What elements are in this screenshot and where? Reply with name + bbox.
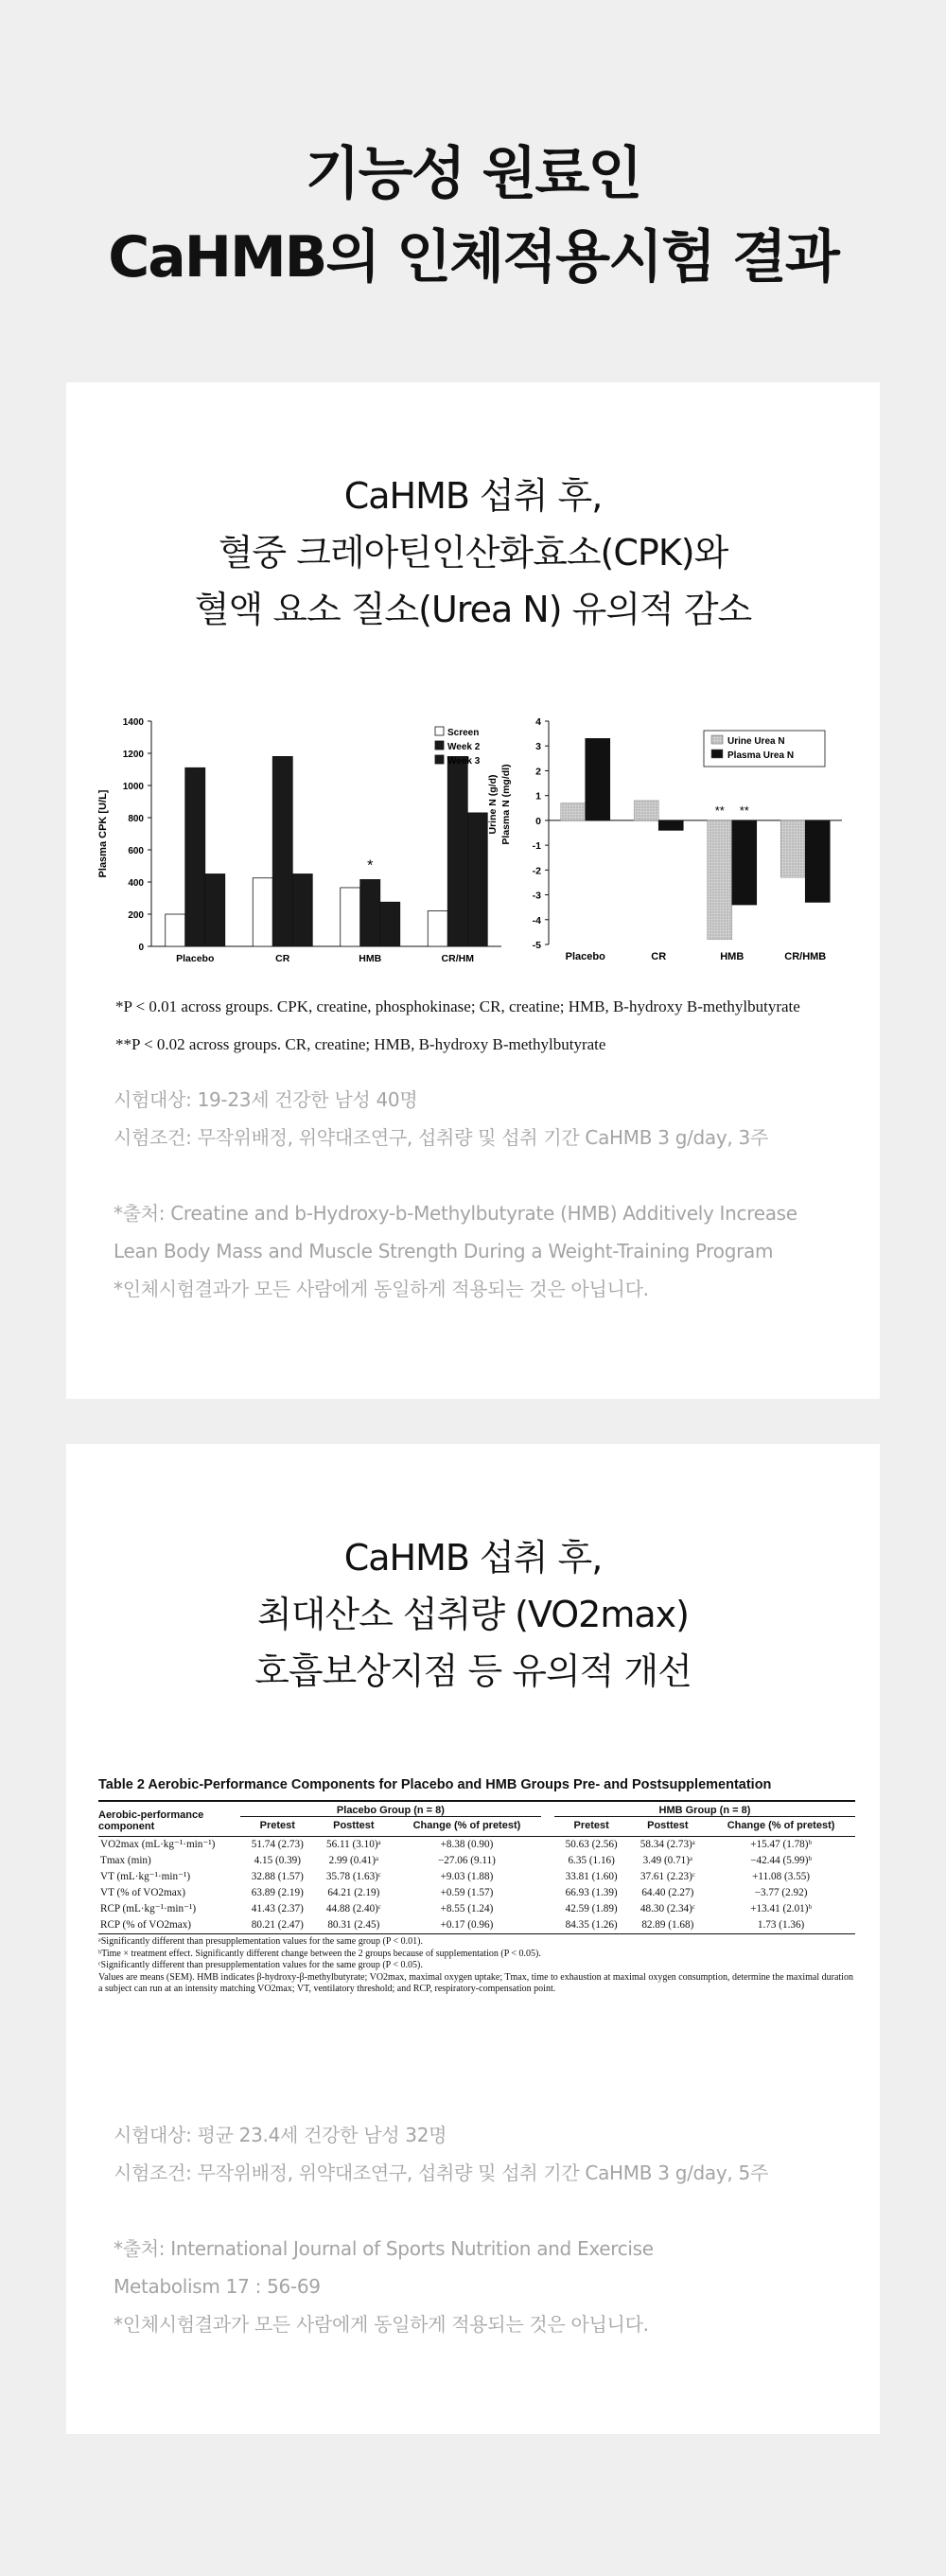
bar-plasma-urea-n: [805, 820, 830, 903]
table-cell: 37.61 (2.23)ᶜ: [639, 1871, 695, 1882]
table-cell: 4.15 (0.39): [254, 1855, 301, 1866]
table-cell: 2.99 (0.41)ᵃ: [328, 1855, 379, 1866]
spacer: [114, 1156, 851, 1194]
aerobic-performance-table: [98, 1777, 855, 1996]
y-tick-label: 200: [128, 910, 144, 921]
bar-week-2: [272, 756, 292, 946]
x-tick-label: CR/HM: [441, 953, 474, 964]
source-line: *출처: International Journal of Sports Nutrition and Exercise: [114, 2237, 654, 2260]
group-header-placebo: Placebo Group (n = 8): [240, 1801, 541, 1817]
x-tick-label: Placebo: [176, 953, 215, 964]
legend-label: Plasma Urea N: [727, 750, 795, 761]
column-header: Posttest: [315, 1817, 393, 1837]
column-gap: [541, 1869, 554, 1885]
x-tick-label: HMB: [359, 953, 382, 964]
row-label: VO2max (mL·kg⁻¹·min⁻¹): [100, 1839, 216, 1850]
spacer: [114, 2192, 851, 2230]
table-cell: 80.21 (2.47): [240, 1917, 315, 1934]
section-title-line: 혈액 요소 질소(Urea N) 유의적 감소: [194, 589, 752, 630]
page-title-line-2: CaHMB의 인체적용시험 결과: [108, 224, 838, 291]
table-cell: +13.41 (2.01)ᵇ: [750, 1903, 812, 1914]
table-cell: 42.59 (1.89): [565, 1903, 618, 1914]
table-row: [98, 1853, 855, 1869]
study-subjects: 시험대상: 19-23세 건강한 남성 40명: [114, 1088, 418, 1111]
study-conditions: 시험조건: 무작위배정, 위약대조연구, 섭취량 및 섭취 기간 CaHMB 3 g/day, 5주: [114, 2161, 768, 2184]
legend-label: Urine Urea N: [727, 736, 785, 747]
group-gap: [541, 1801, 554, 1817]
legend-swatch: [435, 755, 444, 764]
y-axis-label: Plasma N (mg/dl): [500, 764, 512, 845]
table-cell: +15.47 (1.78)ᵇ: [750, 1839, 812, 1850]
footnote-line: **P < 0.02 across groups. CR, creatine; HMB, B-hydroxy B-methylbutyrate: [115, 1035, 606, 1053]
row-label: RCP (mL·kg⁻¹·min⁻¹): [100, 1903, 197, 1914]
table-footnote: ᵇTime × treatment effect. Significantly different change between the 2 groups because of supplementation (P < 0.05).: [98, 1948, 541, 1959]
component-header: Aerobic-performance component: [98, 1801, 240, 1837]
table-cell: 1.73 (1.36): [707, 1917, 855, 1934]
table-cell: 58.34 (2.73)ᵃ: [639, 1839, 695, 1850]
column-header: Pretest: [240, 1817, 315, 1837]
result-card-vo2max: [66, 1444, 880, 2434]
study-subjects: 시험대상: 평균 23.4세 건강한 남성 32명: [114, 2124, 447, 2146]
bar-week-2: [360, 879, 380, 946]
bar-week-3: [380, 902, 400, 946]
y-tick-label: 600: [128, 846, 144, 856]
section-title-line: CaHMB 섭취 후,: [343, 475, 603, 517]
table-footnote: ᵃSignificantly different than presupplementation values for the same group (P < 0.01).: [98, 1936, 424, 1947]
y-tick-label: 2: [535, 766, 541, 778]
column-gap: [541, 1853, 554, 1869]
table-cell: 50.63 (2.56): [565, 1839, 618, 1850]
y-tick-label: 4: [535, 716, 541, 728]
group-header-hmb: HMB Group (n = 8): [554, 1801, 855, 1817]
table-cell: +8.55 (1.24): [440, 1903, 494, 1914]
y-tick-label: 0: [138, 943, 144, 953]
x-tick-label: Placebo: [565, 951, 605, 962]
study-notes: [114, 2116, 851, 2343]
section-title-line: 혈중 크레아틴인산화효소(CPK)와: [218, 532, 728, 573]
table-cell: 63.89 (2.19): [251, 1887, 304, 1898]
y-tick-label: 1400: [122, 717, 144, 728]
table-cell: 3.49 (0.71)ᵃ: [642, 1855, 693, 1866]
table-row: [98, 1917, 855, 1934]
bar-urine-urea-n: [708, 820, 732, 940]
row-label: VT (% of VO2max): [100, 1887, 186, 1898]
table-cell: +9.03 (1.88): [440, 1871, 494, 1882]
source-line: Lean Body Mass and Muscle Strength During a Weight-Training Program: [114, 1240, 774, 1262]
table-cell: 48.30 (2.34)ᶜ: [639, 1903, 695, 1914]
column-header: Posttest: [628, 1817, 707, 1837]
column-gap: [541, 1901, 554, 1917]
y-axis-label: Urine N (g/d): [487, 774, 499, 835]
bar-week-3: [292, 874, 312, 947]
bar-plasma-urea-n: [658, 820, 683, 830]
legend-swatch: [435, 727, 444, 735]
cpk-bar-chart: [95, 704, 520, 969]
table-cell: 32.88 (1.57): [251, 1871, 304, 1882]
column-header: Change (% of pretest): [393, 1817, 541, 1837]
x-tick-label: CR: [651, 951, 667, 962]
source-line: Metabolism 17 : 56-69: [114, 2275, 321, 2298]
disclaimer: *인체시험결과가 모든 사람에게 동일하게 적용되는 것은 아닙니다.: [114, 1278, 649, 1300]
column-header: Pretest: [554, 1817, 629, 1837]
legend-label: Week 3: [447, 756, 481, 767]
row-label: VT (mL·kg⁻¹·min⁻¹): [100, 1871, 191, 1882]
legend-swatch: [711, 750, 723, 758]
page-title: [0, 132, 946, 299]
bar-plasma-urea-n: [732, 820, 757, 905]
table-cell: −42.44 (5.99)ᵇ: [750, 1855, 812, 1866]
table-cell: −27.06 (9.11): [438, 1855, 496, 1866]
x-tick-label: HMB: [720, 951, 745, 962]
section-title: [66, 468, 880, 638]
bar-screen: [341, 888, 360, 946]
bar-plasma-urea-n: [586, 738, 610, 820]
bar-urine-urea-n: [561, 803, 586, 820]
y-tick-label: 800: [128, 814, 144, 824]
table-row: [98, 1885, 855, 1901]
table-cell: 64.21 (2.19): [327, 1887, 380, 1898]
column-gap: [541, 1917, 554, 1934]
study-notes: [114, 1081, 851, 1308]
source-line: *출처: Creatine and b-Hydroxy-b-Methylbutyrate (HMB) Additively Increase: [114, 1202, 797, 1225]
table-cell: 35.78 (1.63)ᶜ: [325, 1871, 381, 1882]
section-title-line: 호흡보상지점 등 유의적 개선: [254, 1650, 692, 1692]
section-title-line: 최대산소 섭취량 (VO2max): [257, 1594, 689, 1635]
table-row: [98, 1869, 855, 1885]
table-row: [98, 1837, 855, 1854]
bar-urine-urea-n: [780, 820, 805, 877]
y-tick-label: -3: [532, 890, 541, 902]
significance-marker: *: [367, 857, 374, 874]
chart-footnotes: [115, 988, 872, 1064]
footnote-line: *P < 0.01 across groups. CPK, creatine, phosphokinase; CR, creatine; HMB, B-hydroxy B-methylbutyrate: [115, 997, 800, 1015]
x-tick-label: CR/HMB: [784, 951, 827, 962]
disclaimer: *인체시험결과가 모든 사람에게 동일하게 적용되는 것은 아닙니다.: [114, 2313, 649, 2336]
table-footnotes: [98, 1936, 855, 1996]
table-cell: +0.17 (0.96): [393, 1917, 541, 1934]
y-axis-label: Plasma CPK [U/L]: [97, 789, 109, 878]
table-cell: +11.08 (3.55): [752, 1871, 811, 1882]
y-tick-label: -4: [532, 914, 541, 926]
y-tick-label: 1200: [122, 750, 144, 760]
data-table: [98, 1800, 855, 1934]
urea-n-bar-chart: [482, 704, 851, 969]
table-cell: 66.93 (1.39): [565, 1887, 618, 1898]
bar-screen: [253, 878, 272, 946]
table-row: [98, 1901, 855, 1917]
section-title: [66, 1529, 880, 1700]
table-cell: 64.40 (2.27): [641, 1887, 694, 1898]
legend-swatch: [711, 735, 723, 744]
table-cell: −3.77 (2.92): [754, 1887, 808, 1898]
y-tick-label: 1: [535, 790, 541, 803]
bar-screen: [166, 914, 185, 946]
x-tick-label: CR: [275, 953, 290, 964]
table-cell: 84.35 (1.26): [554, 1917, 629, 1934]
legend-label: Screen: [447, 728, 480, 738]
legend-swatch: [435, 741, 444, 750]
column-gap: [541, 1885, 554, 1901]
y-tick-label: 1000: [122, 782, 144, 792]
table-cell: 44.88 (2.40)ᶜ: [325, 1903, 381, 1914]
table-cell: 56.11 (3.10)ᵃ: [326, 1839, 381, 1850]
bar-week-3: [205, 874, 225, 947]
bar-screen: [428, 911, 447, 946]
column-gap: [541, 1817, 554, 1837]
row-label: Tmax (min): [100, 1855, 151, 1866]
table-cell: 82.89 (1.68): [628, 1917, 707, 1934]
bar-urine-urea-n: [634, 801, 658, 820]
y-tick-label: -2: [532, 865, 541, 877]
table-footnote: ᶜSignificantly different than presupplementation values for the same group (P < 0.05).: [98, 1960, 423, 1970]
bar-week-2: [447, 756, 467, 946]
table-cell: +0.59 (1.57): [440, 1887, 494, 1898]
y-tick-label: -5: [532, 940, 541, 951]
row-label: RCP (% of VO2max): [98, 1917, 240, 1934]
y-tick-label: 400: [128, 878, 144, 889]
table-cell: +8.38 (0.90): [440, 1839, 494, 1850]
table-footnote: Values are means (SEM). HMB indicates β-hydroxy-β-methylbutyrate; VO2max, maximal oxygen uptake; Tmax, time to exhaustion at maximal oxygen consumption, determine the maximal duration a subject can run at an intensity matching VO2max; VT, ventilatory threshold; and RCP, respiratory-compensation point.: [98, 1971, 853, 1994]
significance-marker: **: [714, 803, 725, 818]
table-cell: 80.31 (2.45): [315, 1917, 393, 1934]
y-tick-label: -1: [532, 840, 541, 853]
column-header: Change (% of pretest): [707, 1817, 855, 1837]
significance-marker: **: [739, 803, 749, 818]
page-title-line-1: 기능성 원료인: [305, 141, 641, 207]
y-tick-label: 0: [535, 815, 541, 827]
column-gap: [541, 1837, 554, 1854]
study-conditions: 시험조건: 무작위배정, 위약대조연구, 섭취량 및 섭취 기간 CaHMB 3 g/day, 3주: [114, 1126, 768, 1149]
y-tick-label: 3: [535, 741, 541, 753]
section-title-line: CaHMB 섭취 후,: [343, 1537, 603, 1579]
table-cell: 41.43 (2.37): [251, 1903, 304, 1914]
result-card-cpk: [66, 382, 880, 1399]
bar-week-2: [185, 768, 205, 946]
table-caption: Table 2 Aerobic-Performance Components for Placebo and HMB Groups Pre- and Postsupplementation: [98, 1777, 772, 1792]
table-cell: 6.35 (1.16): [568, 1855, 615, 1866]
legend-label: Week 2: [447, 742, 481, 752]
table-cell: 33.81 (1.60): [565, 1871, 618, 1882]
table-cell: 51.74 (2.73): [251, 1839, 304, 1850]
